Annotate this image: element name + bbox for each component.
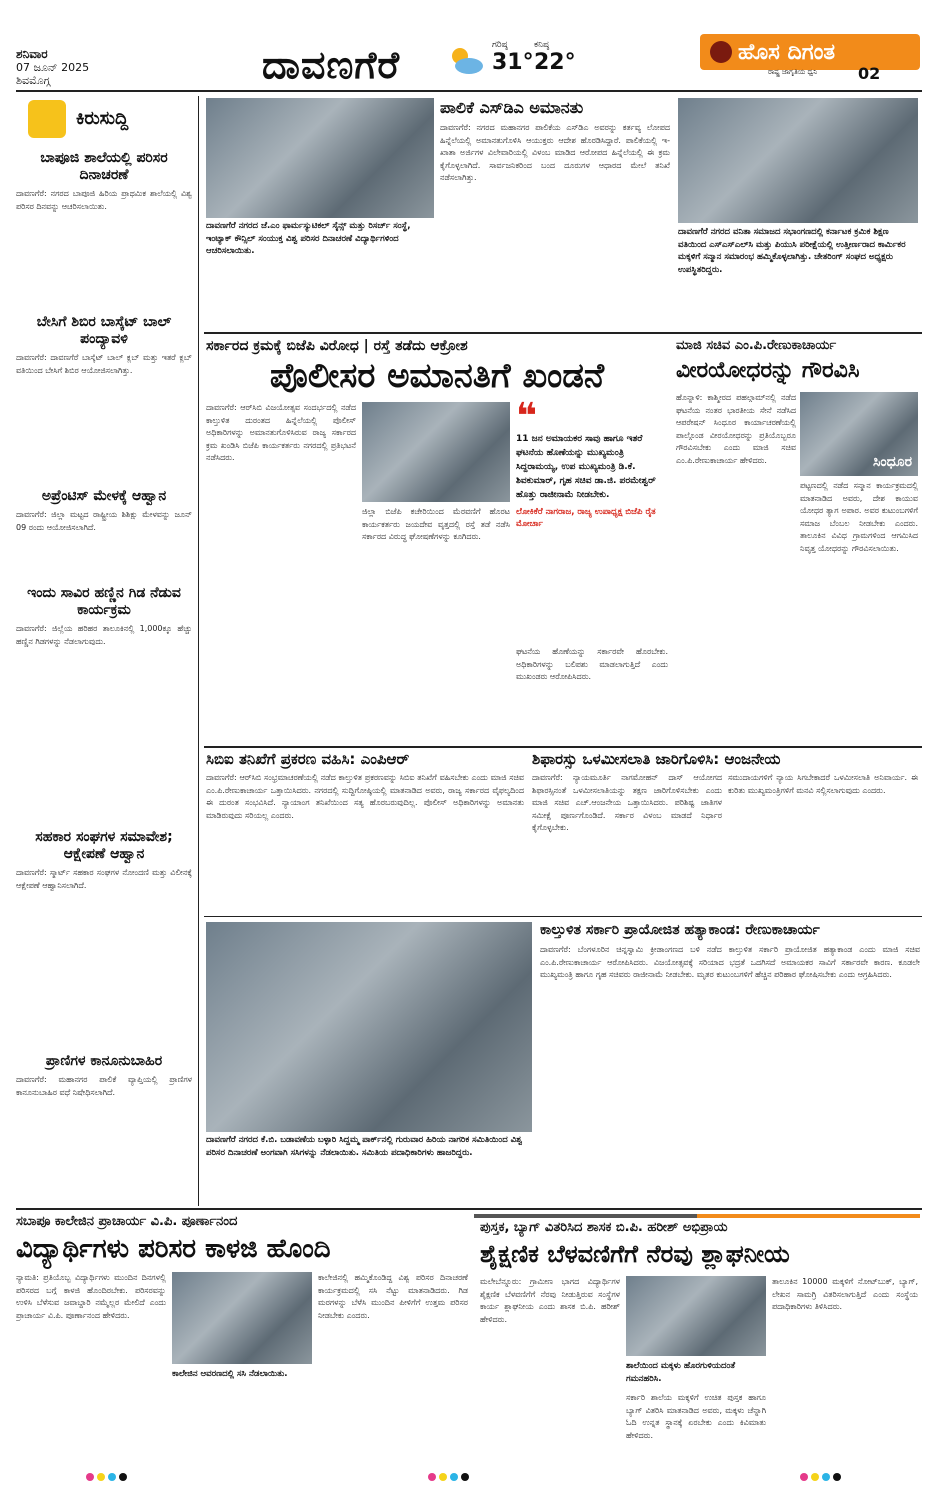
photo-caption: ದಾವಣಗೆರೆ ನಗರದ ಜೆ.ಎಂ ಫಾರ್ಮಸ್ಯುಟಿಕಲ್ ಸೈನ್ಸ್ ಮತ್ತು ರಿಸರ್ಚ್ ಸಂಸ್ಥೆ, ಇಂಟ್ಯಾಕ್ ಕೌನ್ಸಿಲ್ ಸಂಯುಕ್ತ ವಿಶ್ವ ಪರಿಸರ ದಿನಾಚರಣೆ ವಿದ್ಯಾರ್ಥಿಗಳಿಂದ ಆಚರಿಸಲಾಯಿತು. — [206, 221, 411, 256]
brief-headline: ಸಹಕಾರ ಸಂಘಗಳ ಸಮಾವೇಶ; ಆಕ್ಷೇಪಣೆ ಆಹ್ವಾನ — [35, 829, 173, 862]
quote-author: ಲೋಕಿಕೆರೆ ನಾಗರಾಜ, ರಾಜ್ಯ ಉಪಾಧ್ಯಕ್ಷ ಬಿಜೆಪಿ ರೈತ ಮೋರ್ಚಾ — [516, 507, 656, 529]
quote-mark-icon: ❝ — [516, 396, 538, 437]
quote-text: 11 ಜನ ಅಮಾಯಕರ ಸಾವು ಹಾಗೂ ಇತರೆ ಘಟನೆಯ ಹೊಣೆಯನ್ನು ಮುಖ್ಯಮಂತ್ರಿ ಸಿದ್ದರಾಮಯ್ಯ, ಉಪ ಮುಖ್ಯಮಂತ್ರಿ ಡಿ.ಕೆ. ಶಿವಕುಮಾರ್, ಗೃಹ ಸಚಿವ ಡಾ.ಜಿ. ಪರಮೇಶ್ವರ್ ಹೊತ್ತು ರಾಜೀನಾಮೆ ನೀಡಬೇಕು. — [516, 434, 656, 500]
brief-headline: ಅಪ್ರೆಂಟಿಸ್ ಮೇಳಕ್ಕೆ ಆಹ್ವಾನ — [41, 488, 167, 504]
felicitation-photo — [678, 98, 918, 223]
lead-kicker: ಸರ್ಕಾರದ ಕ್ರಮಕ್ಕೆ ಬಿಜೆಪಿ ವಿರೋಧ | ರಸ್ತೆ ತಡೆದು ಆಕ್ರೋಶ — [206, 338, 468, 354]
cbi-story: ದಾವಣಗೆರೆ: ಆರ್‌ಸಿಬಿ ಸಂಭ್ರಮಾಚರಣೆಯಲ್ಲಿ ನಡೆದ ಕಾಲ್ತುಳಿತ ಪ್ರಕರಣವನ್ನು ಸಿಬಿಐ ತನಿಖೆಗೆ ವಹಿಸಬೇಕು ಎಂದು ಮಾಜಿ ಸಚಿವ ಎಂ.ಪಿ.ರೇಣುಕಾಚಾರ್ಯ ಒತ್ತಾಯಿಸಿದರು. ನಗರದಲ್ಲಿ ಸುದ್ದಿಗೋಷ್ಠಿಯಲ್ಲಿ ಮಾತನಾಡಿದ ಅವರು, ರಾಜ್ಯ ಸರ್ಕಾರದ ವೈಫಲ್ಯದಿಂದ ಈ ದುರಂತ ಸಂಭವಿಸಿದೆ. ನ್ಯಾಯಾಂಗ ತನಿಖೆಯಿಂದ ಸತ್ಯ ಹೊರಬರುವುದಿಲ್ಲ. ಪೊಲೀಸ್ ಅಧಿಕಾರಿಗಳನ್ನು ಅಮಾನತು ಮಾಡಿರುವುದು ಸರಿಯಲ್ಲ ಎಂದರು. — [206, 773, 524, 820]
brief-text: ದಾವಣಗೆರೆ: ಸ್ಮಾರ್ಟ್ ಸಹಕಾರ ಸಂಘಗಳ ನೋಂದಣಿ ಮತ್ತು ವಿಲೀನಕ್ಕೆ ಆಕ್ಷೇಪಣೆ ಆಹ್ವಾನಿಸಲಾಗಿದೆ. — [16, 868, 192, 890]
environment-day-photo — [206, 98, 434, 218]
brief-headline: ಬಾಪೂಜಿ ಶಾಲೆಯಲ್ಲಿ ಪರಿಸರ ದಿನಾಚರಣೆ — [40, 150, 168, 183]
section-bar — [474, 1214, 920, 1218]
weather-icon — [445, 44, 485, 80]
bottom-left-story: ನ್ಯಾಮತಿ: ಪ್ರತಿಯೊಬ್ಬ ವಿದ್ಯಾರ್ಥಿಗಳು ಮುಂದಿನ ದಿನಗಳಲ್ಲಿ ಪರಿಸರದ ಬಗ್ಗೆ ಕಾಳಜಿ ಹೊಂದಿರಬೇಕು. ಪರಿಸರವನ್ನು ಉಳಿಸಿ ಬೆಳೆಸುವ ಜವಾಬ್ದಾರಿ ನಮ್ಮೆಲ್ಲರ ಮೇಲಿದೆ ಎಂದು ಪ್ರಾಚಾರ್ಯ ವಿ.ಪಿ. ಪೂರ್ಣಾನಂದ ಹೇಳಿದರು. — [16, 1273, 166, 1320]
veera-story: ಪಟ್ಟಣದಲ್ಲಿ ನಡೆದ ಸನ್ಮಾನ ಕಾರ್ಯಕ್ರಮದಲ್ಲಿ ಮಾತನಾಡಿದ ಅವರು, ದೇಶ ಕಾಯುವ ಯೋಧರ ತ್ಯಾಗ ಅಪಾರ. ಅವರ ಕುಟುಂಬಗಳಿಗೆ ಸಮಾಜ ಬೆಂಬಲ ನೀಡಬೇಕು ಎಂದರು. ತಾಲೂಕಿನ ವಿವಿಧ ಗ್ರಾಮಗಳಿಂದ ಆಗಮಿಸಿದ ನಿವೃತ್ತ ಯೋಧರನ್ನು ಗೌರವಿಸಲಾಯಿತು. — [800, 481, 918, 553]
brief-headline: ಪ್ರಾಣಿಗಳ ಕಾನೂನುಬಾಹಿರ — [45, 1053, 163, 1069]
palike-story: ದಾವಣಗೆರೆ: ನಗರದ ಮಹಾನಗರ ಪಾಲಿಕೆಯ ಎಸ್‌ಡಿಎ ಅವರನ್ನು ಕರ್ತವ್ಯ ಲೋಪದ ಹಿನ್ನೆಲೆಯಲ್ಲಿ ಅಮಾನತುಗೊಳಿಸಿ ಆಯುಕ್ತರು ಆದೇಶ ಹೊರಡಿಸಿದ್ದಾರೆ. ಪಾಲಿಕೆಯಲ್ಲಿ ಇ-ಖಾತಾ ಅರ್ಜಿಗಳ ವಿಲೇವಾರಿಯಲ್ಲಿ ವಿಳಂಬ ಮಾಡಿದ ಆರೋಪದ ಹಿನ್ನೆಲೆಯಲ್ಲಿ ಈ ಕ್ರಮ ಕೈಗೊಳ್ಳಲಾಗಿದೆ. ಸಾರ್ವಜನಿಕರಿಂದ ಬಂದ ದೂರುಗಳ ಆಧಾರದ ಮೇಲೆ ತನಿಖೆ ನಡೆಸಲಾಗಿತ್ತು. — [440, 123, 670, 182]
bottom-right-story: ಮಲೇಬೆನ್ನೂರು: ಗ್ರಾಮೀಣ ಭಾಗದ ವಿದ್ಯಾರ್ಥಿಗಳ ಶೈಕ್ಷಣಿಕ ಬೆಳವಣಿಗೆಗೆ ನೆರವು ನೀಡುತ್ತಿರುವ ಸಂಸ್ಥೆಗಳ ಕಾರ್ಯ ಶ್ಲಾಘನೀಯ ಎಂದು ಶಾಸಕ ಬಿ.ಪಿ. ಹರೀಶ್ ಹೇಳಿದರು. — [480, 1277, 620, 1324]
bottom-left-headline: ವಿದ್ಯಾರ್ಥಿಗಳು ಪರಿಸರ ಕಾಳಜಿ ಹೊಂದಿ — [16, 1234, 331, 1264]
sindoor-label: ಸಿಂಧೂರ — [872, 454, 912, 470]
protest-photo — [362, 402, 510, 502]
print-registration-dots — [428, 1466, 472, 1485]
kirusuddi-column — [16, 150, 192, 1210]
photo-caption: ದಾವಣಗೆರೆ ನಗರದ ವನಿತಾ ಸಮಾಜದ ಸಭಾಂಗಣದಲ್ಲಿ ಕರ್ನಾಟಕ ಕ್ರಮಿಕ ಶಿಕ್ಷಣ ವತಿಯಿಂದ ಎಸ್ಎಸ್ಎಲ್‌ಸಿ ಮತ್ತು ಪಿಯುಸಿ ಪರೀಕ್ಷೆಯಲ್ಲಿ ಉತ್ತೀರ್ಣರಾದ ಕಾರ್ಮಿಕರ ಮಕ್ಕಳಿಗೆ ಸನ್ಮಾನ ಸಮಾರಂಭ ಹಮ್ಮಿಕೊಳ್ಳಲಾಗಿತ್ತು. ಚೇತರಿಂಗ್ ಸಂಘದ ಅಧ್ಯಕ್ಷರು ಉಪಸ್ಥಿತರಿದ್ದರು. — [678, 227, 906, 275]
section-tag: ಕಿರುಸುದ್ದಿ — [76, 108, 129, 129]
print-registration-dots — [86, 1466, 130, 1485]
veera-headline: ವೀರಯೋಧರನ್ನು ಗೌರವಿಸಿ — [676, 358, 860, 383]
shifaru-story: ದಾವಣಗೆರೆ: ನ್ಯಾಯಮೂರ್ತಿ ನಾಗಮೋಹನ್ ದಾಸ್ ಆಯೋಗದ ಶಿಫಾರಸ್ಸಿನಂತೆ ಒಳಮೀಸಲಾತಿಯನ್ನು ತಕ್ಷಣ ಜಾರಿಗೊಳಿಸಬೇಕು ಎಂದು ಮಾಜಿ ಸಚಿವ ಎಚ್.ಆಂಜನೇಯ ಒತ್ತಾಯಿಸಿದರು. ಪರಿಶಿಷ್ಟ ಜಾತಿಗಳ ಸಮೀಕ್ಷೆ ಪೂರ್ಣಗೊಂಡಿದೆ. ಸರ್ಕಾರ ವಿಳಂಬ ಮಾಡದೆ ನಿರ್ಧಾರ ಕೈಗೊಳ್ಳಬೇಕು. — [532, 773, 722, 832]
kaltulita-story: ದಾವಣಗೆರೆ: ಬೆಂಗಳೂರಿನ ಚಿನ್ನಸ್ವಾಮಿ ಕ್ರೀಡಾಂಗಣದ ಬಳಿ ನಡೆದ ಕಾಲ್ತುಳಿತ ಸರ್ಕಾರಿ ಪ್ರಾಯೋಜಿತ ಹತ್ಯಾಕಾಂಡ ಎಂದು ಮಾಜಿ ಸಚಿವ ಎಂ.ಪಿ.ರೇಣುಕಾಚಾರ್ಯ ಆರೋಪಿಸಿದರು. ವಿಜಯೋತ್ಸವಕ್ಕೆ ಸರಿಯಾದ ಭದ್ರತೆ ಒದಗಿಸದೆ ಅಮಾಯಕರ ಸಾವಿಗೆ ಸರ್ಕಾರವೇ ಕಾರಣ. ಕೂಡಲೇ ಮುಖ್ಯಮಂತ್ರಿ ಹಾಗೂ ಗೃಹ ಸಚಿವರು ರಾಜೀನಾಮೆ ನೀಡಬೇಕು. ಮೃತರ ಕುಟುಂಬಗಳಿಗೆ ಹೆಚ್ಚಿನ ಪರಿಹಾರ ಘೋಷಿಸಬೇಕು ಎಂದು ಆಗ್ರಹಿಸಿದರು. — [540, 945, 920, 979]
day-label: ಶನಿವಾರ — [16, 47, 48, 61]
kirusuddi-header — [28, 100, 178, 140]
photo-caption: ಕಾಲೇಜಿನ ಆವರಣದಲ್ಲಿ ಸಸಿ ನೆಡಲಾಯಿತು. — [172, 1369, 288, 1379]
bottom-right-headline: ಶೈಕ್ಷಣಿಕ ಬೆಳವಣಿಗೆಗೆ ನೆರವು ಶ್ಲಾಘನೀಯ — [480, 1240, 790, 1268]
shifaru-headline: ಶಿಫಾರಸ್ಸು ಒಳಮೀಸಲಾತಿ ಜಾರಿಗೊಳಿಸಿ: ಆಂಜನೇಯ — [532, 750, 781, 768]
college-tree-photo — [172, 1272, 312, 1364]
brief-text: ದಾವಣಗೆರೆ: ದಾವಣಗೆರೆ ಬಾಸ್ಕೆಟ್ ಬಾಲ್ ಕ್ಲಬ್ ಮತ್ತು ಇತರೆ ಕ್ಲಬ್ ವತಿಯಿಂದ ಬೇಸಿಗೆ ಶಿಬಿರ ಆಯೋಜಿಸಲಾಗಿತ್ತು. — [16, 353, 192, 375]
lead-story-text: ಘಟನೆಯ ಹೊಣೆಯನ್ನು ಸರ್ಕಾರವೇ ಹೊರಬೇಕು. ಅಧಿಕಾರಿಗಳನ್ನು ಬಲಿಪಶು ಮಾಡಲಾಗುತ್ತಿದೆ ಎಂದು ಮುಖಂಡರು ಆರೋಪಿಸಿದರು. — [516, 647, 668, 681]
school-kits-photo — [626, 1276, 766, 1356]
header-rule — [16, 90, 922, 92]
sindoor-photo — [800, 392, 918, 476]
brief-headline: ಇಂದು ಸಾವಿರ ಹಣ್ಣಿನ ಗಿಡ ನೆಡುವ ಕಾರ್ಯಕ್ರಮ — [27, 585, 181, 618]
veera-story: ಹೊನ್ನಾಳಿ: ಕಾಶ್ಮೀರದ ಪಹಲ್ಗಾಮ್‌ನಲ್ಲಿ ನಡೆದ ಘಟನೆಯ ನಂತರ ಭಾರತೀಯ ಸೇನೆ ನಡೆಸಿದ ಆಪರೇಷನ್ ಸಿಂಧೂರ ಕಾರ್ಯಾಚರಣೆಯಲ್ಲಿ ಪಾಲ್ಗೊಂಡ ವೀರಯೋಧರನ್ನು ಪ್ರತಿಯೊಬ್ಬರೂ ಗೌರವಿಸಬೇಕು ಎಂದು ಮಾಜಿ ಸಚಿವ ಎಂ.ಪಿ.ರೇಣುಕಾಚಾರ್ಯ ಹೇಳಿದರು. — [676, 393, 796, 465]
logo-emblem-icon — [710, 41, 732, 63]
city-label: ಶಿವಮೊಗ್ಗ — [16, 74, 51, 87]
photo-caption: ದಾವಣಗೆರೆ ನಗರದ ಕೆ.ಬಿ. ಬಡಾವಣೆಯ ಬಳ್ಳಾರಿ ಸಿದ್ದಮ್ಮ ಪಾರ್ಕ್‌ನಲ್ಲಿ ಗುರುವಾರ ಹಿರಿಯ ನಾಗರಿಕ ಸಮಿತಿಯಿಂದ ವಿಶ್ವ ಪರಿಸರ ದಿನಾಚರಣೆ ಅಂಗವಾಗಿ ಸಸಿಗಳನ್ನು ನೆಡಲಾಯಿತು. ಸಮಿತಿಯ ಪದಾಧಿಕಾರಿಗಳು ಹಾಜರಿದ್ದರು. — [206, 1135, 523, 1158]
brief-text: ದಾವಣಗೆರೆ: ನಗರದ ಬಾಪೂಜಿ ಹಿರಿಯ ಪ್ರಾಥಮಿಕ ಶಾಲೆಯಲ್ಲಿ ವಿಶ್ವ ಪರಿಸರ ದಿನವನ್ನು ಆಚರಿಸಲಾಯಿತು. — [16, 189, 192, 211]
logo-tagline: ರಾಷ್ಟ್ರ ಜಾಗೃತಿಯ ಧ್ವನಿ — [768, 68, 818, 76]
lead-headline: ಪೊಲೀಸರ ಅಮಾನತಿಗೆ ಖಂಡನೆ — [269, 356, 605, 396]
cbi-headline: ಸಿಬಿಐ ತನಿಖೆಗೆ ಪ್ರಕರಣ ವಹಿಸಿ: ಎಂಪಿಆರ್ — [206, 750, 410, 768]
date-block — [16, 48, 89, 87]
brief-headline: ಬೇಸಿಗೆ ಶಿಬಿರ ಬಾಸ್ಕೆಟ್ ಬಾಲ್ ಪಂದ್ಯಾವಳಿ — [36, 314, 172, 347]
bottom-left-kicker: ಸಬಾಪೂ ಕಾಲೇಜಿನ ಪ್ರಾಚಾರ್ಯ ವಿ.ಪಿ. ಪೂರ್ಣಾನಂದ — [16, 1214, 238, 1229]
masthead-title: ದಾವಣಗೆರೆ — [262, 42, 401, 87]
senior-citizens-photo — [206, 922, 532, 1132]
page-number: 02 — [858, 64, 881, 83]
bottom-right-story: ಸರ್ಕಾರಿ ಶಾಲೆಯ ಮಕ್ಕಳಿಗೆ ಉಚಿತ ಪುಸ್ತಕ ಹಾಗೂ ಬ್ಯಾಗ್ ವಿತರಿಸಿ ಮಾತನಾಡಿದ ಅವರು, ಮಕ್ಕಳು ಚೆನ್ನಾಗಿ ಓದಿ ಉನ್ನತ ಸ್ಥಾನಕ್ಕೆ ಏರಬೇಕು ಎಂದು ಕಿವಿಮಾತು ಹೇಳಿದರು. — [626, 1393, 766, 1440]
column-rule — [198, 96, 199, 1206]
print-registration-dots — [800, 1466, 844, 1485]
quote-box — [516, 396, 668, 642]
section-rule — [204, 916, 922, 917]
lead-story-text: ದಾವಣಗೆರೆ: ಆರ್‌ಸಿಬಿ ವಿಜಯೋತ್ಸವ ಸಂದರ್ಭದಲ್ಲಿ ನಡೆದ ಕಾಲ್ತುಳಿತ ದುರಂತದ ಹಿನ್ನೆಲೆಯಲ್ಲಿ ಪೊಲೀಸ್ ಅಧಿಕಾರಿಗಳನ್ನು ಅಮಾನತುಗೊಳಿಸಿರುವ ರಾಜ್ಯ ಸರ್ಕಾರದ ಕ್ರಮ ಖಂಡಿಸಿ ಬಿಜೆಪಿ ಕಾರ್ಯಕರ್ತರು ನಗರದಲ್ಲಿ ಪ್ರತಿಭಟನೆ ನಡೆಸಿದರು. — [206, 403, 356, 462]
veera-kicker: ಮಾಜಿ ಸಚಿವ ಎಂ.ಪಿ.ರೇಣುಕಾಚಾರ್ಯ — [676, 338, 837, 353]
palike-headline: ಪಾಲಿಕೆ ಎಸ್‌ಡಿಎ ಅಮಾನತು — [440, 98, 584, 117]
kaltulita-headline: ಕಾಲ್ತುಳಿತ ಸರ್ಕಾರಿ ಪ್ರಾಯೋಜಿತ ಹತ್ಯಾಕಾಂಡ: ರೇಣುಕಾಚಾರ್ಯ — [540, 922, 820, 938]
temperature-min: ಕನಿಷ್ಠ 22° — [534, 40, 576, 75]
section-rule — [204, 746, 922, 748]
brief-text: ದಾವಣಗೆರೆ: ಜಿಲ್ಲಾ ಮಟ್ಟದ ರಾಷ್ಟ್ರೀಯ ಶಿಶಿಕ್ಷು ಮೇಳವನ್ನು ಜೂನ್ 09 ರಂದು ಆಯೋಜಿಸಲಾಗಿದೆ. — [16, 510, 192, 532]
newspaper-logo: ಹೊಸ ದಿಗಂತ — [700, 34, 920, 70]
brief-text: ದಾವಣಗೆರೆ: ಜಿಲ್ಲೆಯ ಹರಿಹರ ತಾಲೂಕಿನಲ್ಲಿ 1,000ಕ್ಕೂ ಹೆಚ್ಚು ಹಣ್ಣಿನ ಗಿಡಗಳನ್ನು ನೆಡಲಾಗುವುದು. — [16, 624, 192, 646]
section-rule — [16, 1208, 922, 1210]
section-rule — [204, 332, 922, 334]
bottom-right-kicker: ಪುಸ್ತಕ, ಬ್ಯಾಗ್ ವಿತರಿಸಿದ ಶಾಸಕ ಬಿ.ಪಿ. ಹರೀಶ್ ಅಭಿಪ್ರಾಯ — [480, 1220, 728, 1235]
bottom-left-story: ಕಾಲೇಜಿನಲ್ಲಿ ಹಮ್ಮಿಕೊಂಡಿದ್ದ ವಿಶ್ವ ಪರಿಸರ ದಿನಾಚರಣೆ ಕಾರ್ಯಕ್ರಮದಲ್ಲಿ ಸಸಿ ನೆಟ್ಟು ಮಾತನಾಡಿದರು. ಗಿಡ ಮರಗಳನ್ನು ಬೆಳೆಸಿ ಮುಂದಿನ ಪೀಳಿಗೆಗೆ ಉತ್ತಮ ಪರಿಸರ ನೀಡಬೇಕು ಎಂದರು. — [318, 1273, 468, 1320]
bottom-right-story: ತಾಲೂಕಿನ 10000 ಮಕ್ಕಳಿಗೆ ನೋಟ್‌ಬುಕ್, ಬ್ಯಾಗ್, ಲೇಖನ ಸಾಮಗ್ರಿ ವಿತರಿಸಲಾಗುತ್ತಿದೆ ಎಂದು ಸಂಸ್ಥೆಯ ಪದಾಧಿಕಾರಿಗಳು ತಿಳಿಸಿದರು. — [772, 1277, 918, 1311]
lead-story-text: ಜಿಲ್ಲಾ ಬಿಜೆಪಿ ಕಚೇರಿಯಿಂದ ಮೆರವಣಿಗೆ ಹೊರಟ ಕಾರ್ಯಕರ್ತರು ಜಯದೇವ ವೃತ್ತದಲ್ಲಿ ರಸ್ತೆ ತಡೆ ನಡೆಸಿ ಸರ್ಕಾರದ ವಿರುದ್ಧ ಘೋಷಣೆಗಳನ್ನು ಕೂಗಿದರು. — [362, 507, 510, 541]
pointing-hand-icon — [28, 100, 66, 138]
shifaru-story: ಸಮುದಾಯಗಳಿಗೆ ನ್ಯಾಯ ಸಿಗಬೇಕಾದರೆ ಒಳಮೀಸಲಾತಿ ಅನಿವಾರ್ಯ. ಈ ಕುರಿತು ಮುಖ್ಯಮಂತ್ರಿಗಳಿಗೆ ಮನವಿ ಸಲ್ಲಿಸಲಾಗುವುದು ಎಂದರು. — [728, 773, 918, 795]
date-label: 07 ಜೂನ್ 2025 — [16, 61, 90, 74]
photo-caption: ಶಾಲೆಯಿಂದ ಮಕ್ಕಳು ಹೊರಗುಳಿಯದಂತೆ ಗಮನಹರಿಸಿ. — [626, 1361, 736, 1384]
temperature-max: ಗರಿಷ್ಠ 31° — [492, 40, 534, 75]
brief-text: ದಾವಣಗೆರೆ: ಮಹಾನಗರ ಪಾಲಿಕೆ ವ್ಯಾಪ್ತಿಯಲ್ಲಿ ಪ್ರಾಣಿಗಳ ಕಾನೂನುಬಾಹಿರ ವಧೆ ನಿಷೇಧಿಸಲಾಗಿದೆ. — [16, 1075, 192, 1097]
